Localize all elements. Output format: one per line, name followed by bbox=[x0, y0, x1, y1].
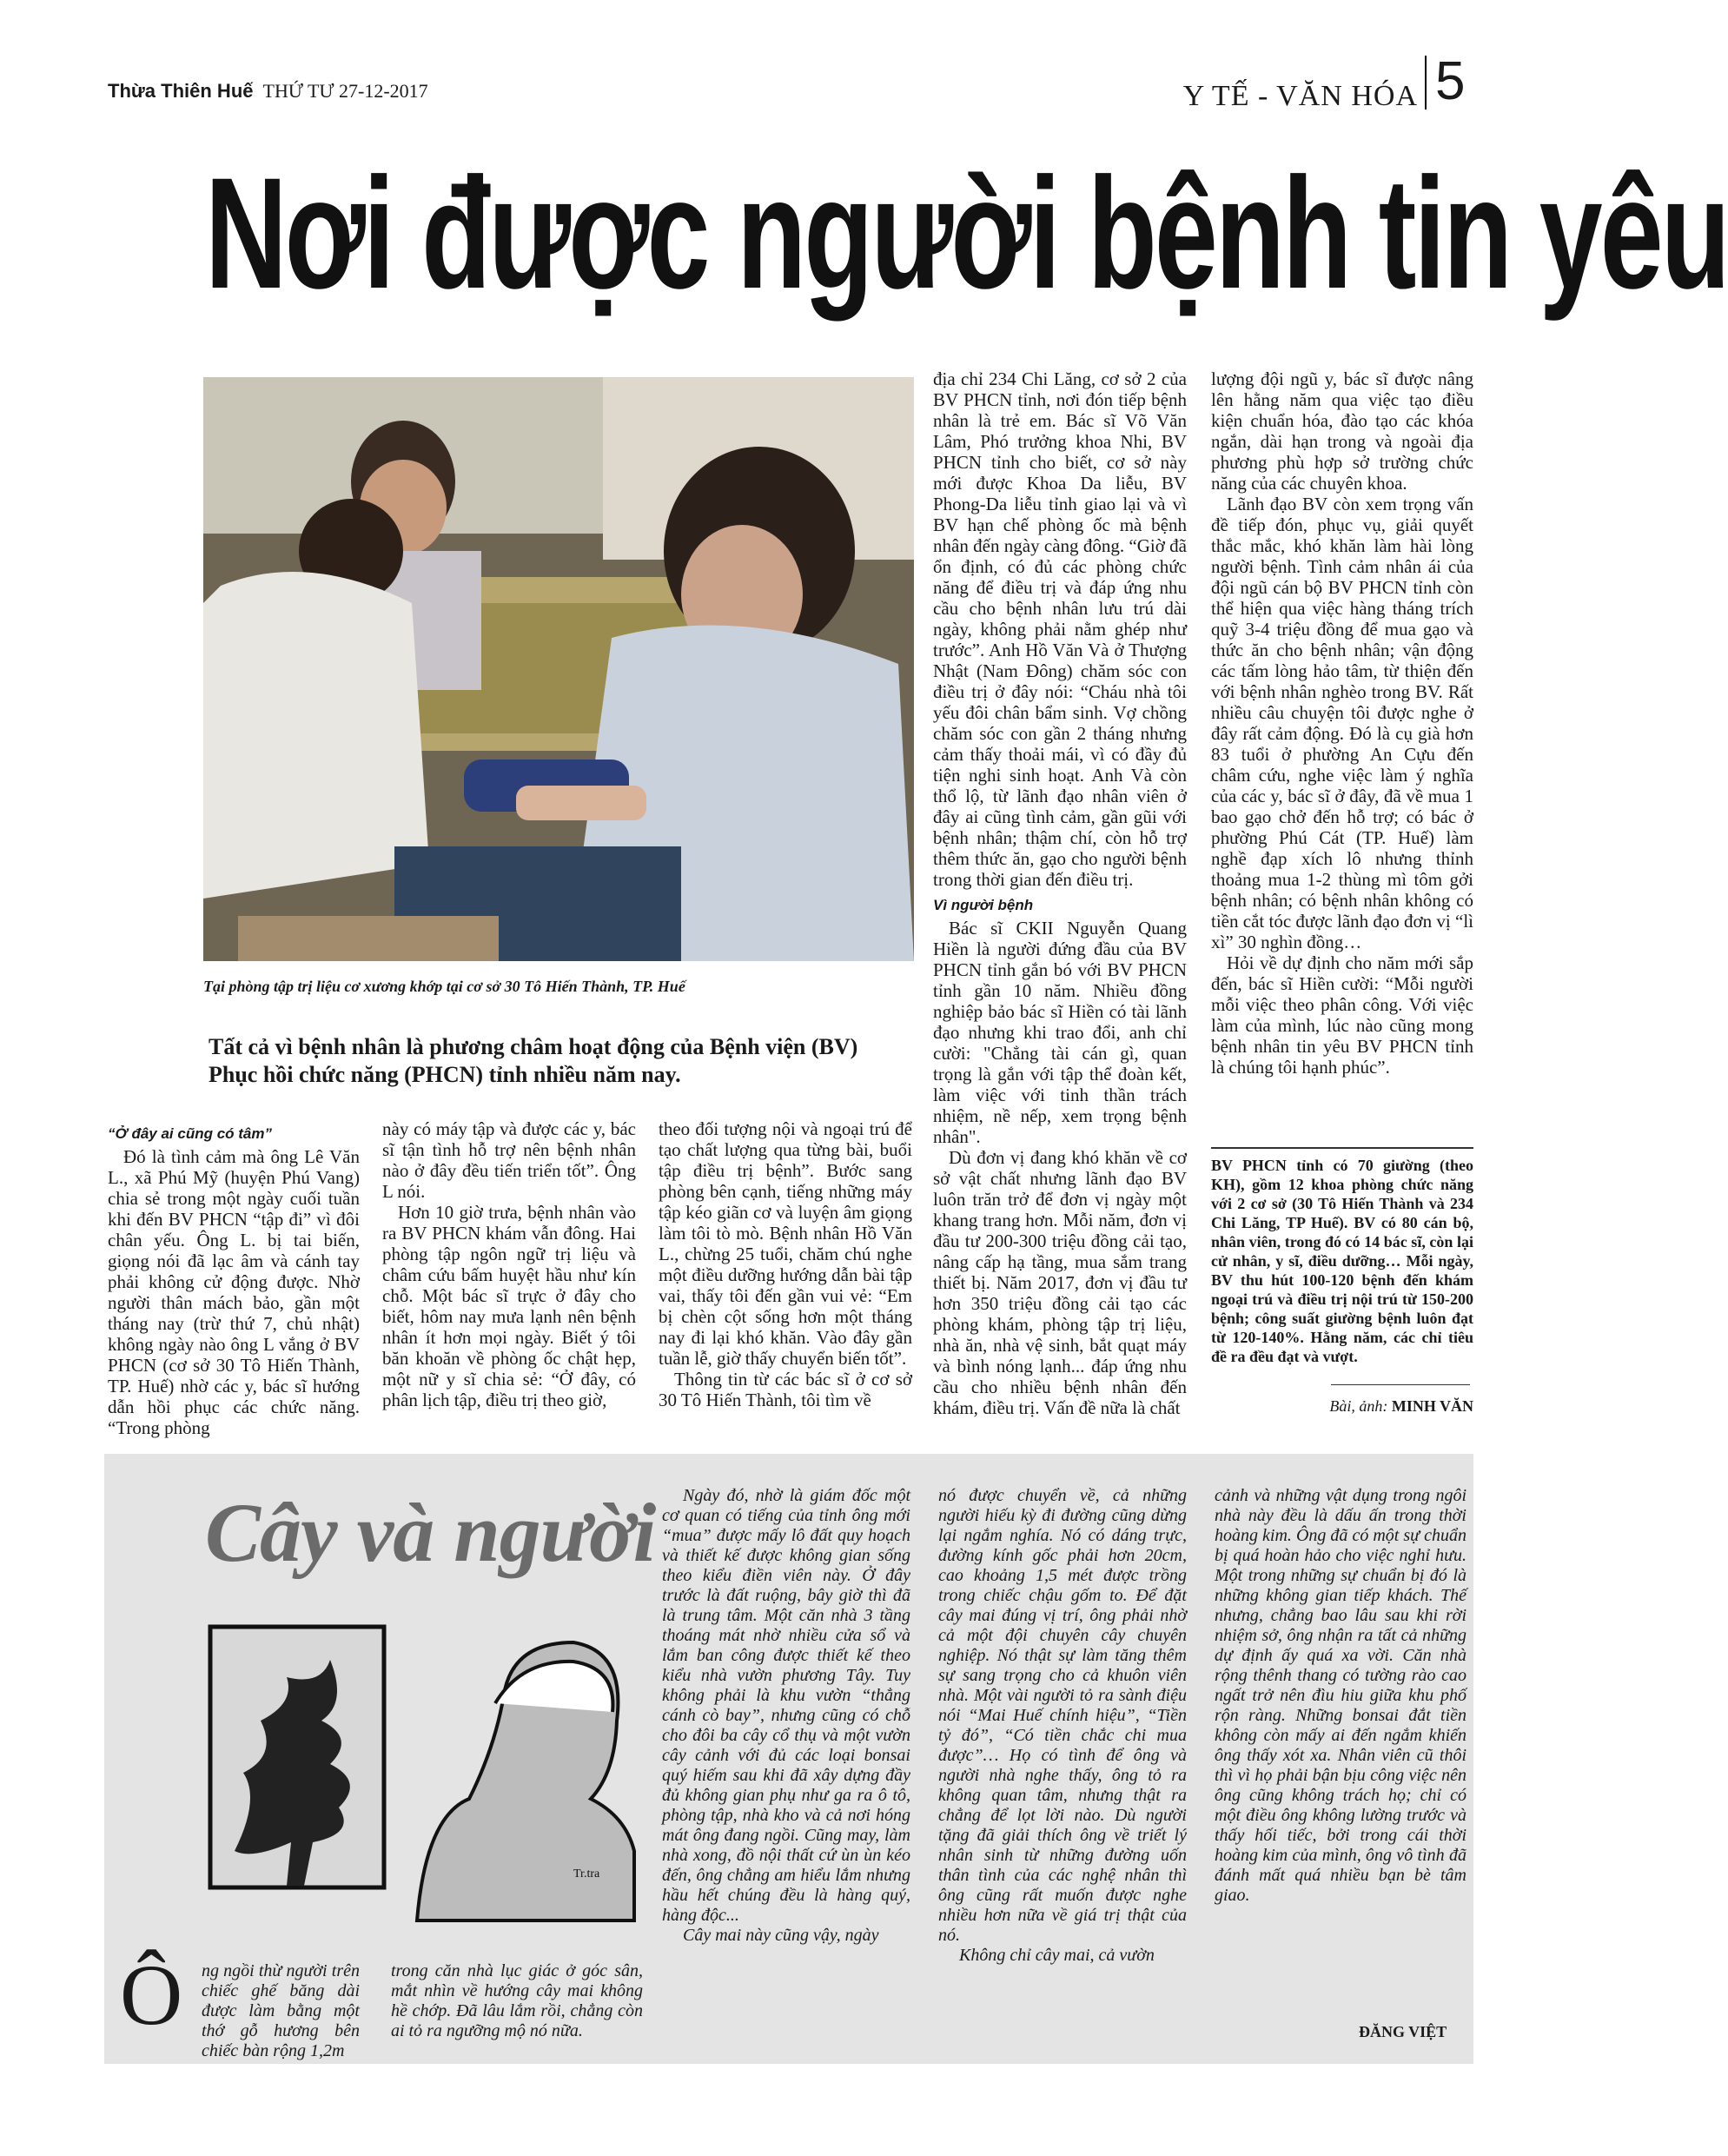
paragraph: theo đối tượng nội và ngoại trú để tạo chất lượng qua từng bài, buổi tập điều trị bệnh”. Bước sang phòng bên cạnh, tiếng những máy tập kéo giãn cơ và luyện âm giọng làm tôi tò mò. Bệnh nhân Hồ Văn L., chừng 25 tuổi, chăm chú nghe một điều dưỡng hướng dẫn bài tập vai, thấy tôi đến gần vui vẻ: “Em bị chèn cột sống hơn một tháng nay đi lại khó khăn. Vào đây gần tuần lễ, giờ thấy chuyển biến tốt”. bbox=[659, 1118, 912, 1369]
article-column-4 bbox=[933, 368, 1187, 1418]
paragraph: Lãnh đạo BV còn xem trọng vấn đề tiếp đón, phục vụ, giải quyết thắc mắc, khó khăn làm hài lòng người bệnh. Tình cảm nhân ái của đội ngũ cán bộ BV PHCN tỉnh còn thể hiện qua việc hàng tháng trích quỹ 3-4 triệu đồng để mua gạo và thức ăn cho bệnh nhân; vận động các tấm lòng hảo tâm, từ thiện đến với bệnh nhân nghèo trong BV. Rất nhiều câu chuyện tôi được nghe ở đây rất cảm động. Đó là cụ già hơn 83 tuổi ở phường An Cựu đến châm cứu, nghe việc làm ý nghĩa của các y, bác sĩ ở đây, đã về mua 1 bao gạo chở đến hỗ trợ; có bác ở phường Phú Cát (TP. Huế) làm nghề đạp xích lô nhưng thỉnh thoảng mua 1-2 thùng mì tôm gởi bệnh nhân; có bệnh nhân không có tiền cắt tóc được lãnh đạo đơn vị “lì xì” 30 nghìn đồng… bbox=[1211, 494, 1473, 952]
paper-name: Thừa Thiên Huế bbox=[108, 80, 254, 102]
page-number: 5 bbox=[1435, 51, 1466, 111]
photo-caption: Tại phòng tập trị liệu cơ xương khớp tại cơ sở 30 Tô Hiến Thành, TP. Huế bbox=[203, 978, 685, 995]
issue-date: THỨ TƯ 27-12-2017 bbox=[262, 80, 428, 102]
essay-author: ĐĂNG VIỆT bbox=[1359, 2023, 1447, 2040]
subhead: Vì người bệnh bbox=[933, 897, 1034, 913]
essay-column-1 bbox=[202, 1961, 360, 2061]
essay-illustration bbox=[209, 1625, 634, 1920]
essay-column-5 bbox=[1215, 1486, 1466, 1906]
paragraph: Hơn 10 giờ trưa, bệnh nhân vào ra BV PHCN khám vẫn đông. Hai phòng tập ngôn ngữ trị liệu và châm cứu bấm huyệt hầu như kín chỗ. Một bác sĩ trực ở đây cho biết, hôm nay mưa lạnh nên bệnh nhân ít hơn mọi ngày. Biết ý tôi băn khoăn về phòng ốc chật hẹp, một nữ y sĩ chia sẻ: “Ở đây, có phân lịch tập, điều trị theo giờ, bbox=[382, 1202, 636, 1410]
essay-dropcap: Ô bbox=[120, 1947, 183, 2043]
paragraph: cảnh và những vật dụng trong ngôi nhà này đều là dấu ấn trong thời hoàng kim. Ông đã có một sự chuẩn bị quá hoàn hảo cho việc nghỉ hưu. Một trong những sự chuẩn bị đó là những không gian tiếp khách. Thế nhưng, chẳng bao lâu sau khi rời nhiệm sở, ông nhận ra tất cả những dự định ấy quá xa vời. Căn nhà rộng thênh thang có tường rào cao ngất trở nên đìu hiu giữa khu phố rộn ràng. Những bonsai đắt tiền không còn mấy ai đến ngắm khiến ông thấy xót xa. Nhân viên cũ thôi thì vì họ phải bận bịu công việc nên ông cũng không trách họ; chỉ có một điều ông không lường trước và thấy hối tiếc, bởi trong cái thời hoàng kim của mình, ông vô tình đã đánh mất quá nhiều bạn bè tâm giao. bbox=[1215, 1486, 1466, 1905]
illustration-signature: Tr.tra bbox=[573, 1867, 600, 1881]
paragraph: Bác sĩ CKII Nguyễn Quang Hiền là người đứng đầu của BV PHCN tỉnh gắn bó với BV PHCN tỉnh gần 10 năm. Nhiều đồng nghiệp bảo bác sĩ Hiền có tài lãnh đạo nhưng khi trao đổi, anh chỉ cười: "Chẳng tài cán gì, quan trọng là gắn với tập thể đoàn kết, làm việc với tinh thần trách nhiệm, nề nếp, xem trọng bệnh nhân". bbox=[933, 918, 1187, 1147]
article-column-3 bbox=[659, 1118, 912, 1410]
article-column-2 bbox=[382, 1118, 636, 1410]
paragraph: Không chỉ cây mai, cả vườn bbox=[959, 1946, 1155, 1965]
article-lead: Tất cả vì bệnh nhân là phương châm hoạt động của Bệnh viện (BV) Phục hồi chức năng (PHCN) tỉnh nhiều năm nay. bbox=[209, 1034, 858, 1087]
paragraph: Hỏi về dự định cho năm mới sắp đến, bác sĩ Hiền cười: “Mỗi người mỗi việc theo phân công. Với việc làm của mình, lúc nào cũng mong bệnh nhân tin yêu BV PHCN tỉnh là chúng tôi hạnh phúc”. bbox=[1211, 952, 1473, 1078]
byline-rule bbox=[1331, 1384, 1470, 1385]
article-column-5 bbox=[1211, 368, 1473, 1078]
masthead bbox=[108, 80, 428, 103]
byline-label: Bài, ảnh: bbox=[1329, 1397, 1388, 1415]
article-photo bbox=[203, 377, 914, 961]
essay-column-4 bbox=[938, 1486, 1187, 1966]
article-headline: Nơi được người bệnh tin yêu bbox=[205, 144, 1728, 322]
essay-column-2 bbox=[391, 1961, 643, 2041]
subhead: “Ở đây ai cũng có tâm” bbox=[108, 1125, 273, 1142]
essay-title: Cây và người bbox=[205, 1486, 656, 1579]
byline bbox=[1268, 1397, 1473, 1416]
paragraph: này có máy tập và được các y, bác sĩ tận tình hỗ trợ nên bệnh nhân nào ở đây đều tiến triển tốt”. Ông L nói. bbox=[382, 1118, 636, 1202]
paragraph: địa chỉ 234 Chi Lăng, cơ sở 2 của BV PHCN tỉnh, nơi đón tiếp bệnh nhân là trẻ em. Bác sĩ Võ Văn Lâm, Phó trưởng khoa Nhi, BV PHCN tỉnh cho biết, cơ sở này mới được Khoa Da liễu, BV Phong-Da liễu tỉnh giao lại và vì BV hạn chế phòng ốc mà bệnh nhân đến ngày càng đông. “Giờ đã ổn định, có đủ các phòng chức năng để điều trị và đáp ứng nhu cầu cho bệnh nhân lưu trú dài ngày, không phải nằm ghép như trước”. Anh Hồ Văn Và ở Thượng Nhật (Nam Đông) chăm sóc con điều trị ở đây nói: “Cháu nhà tôi yếu đôi chân bẩm sinh. Vợ chồng chăm sóc con gần 2 tháng nhưng cảm thấy thoải mái, vì có đầy đủ tiện nghi sinh hoạt. Anh Và còn thổ lộ, từ lãnh đạo nhân viên ở đây ai cũng tình cảm, gần gũi với bệnh nhân; thậm chí, còn hỗ trợ thêm thức ăn, gạo cho người bệnh trong thời gian đến điều trị. bbox=[933, 368, 1187, 890]
header-divider bbox=[1425, 56, 1427, 109]
photo-illustration bbox=[203, 377, 914, 961]
paragraph: ng ngồi thừ người trên chiếc ghế băng dài được làm bằng một thớ gỗ hương bên chiếc bàn rộng 1,2m bbox=[202, 1961, 360, 2060]
paragraph: Dù đơn vị đang khó khăn về cơ sở vật chất nhưng lãnh đạo BV luôn trăn trở để đơn vị ngày một khang trang hơn. Mỗi năm, đơn vị đầu tư 200-300 triệu đồng cải tạo, nâng cấp hạ tầng, mua sắm trang thiết bị. Năm 2017, đơn vị đầu tư hơn 350 triệu đồng cải tạo các phòng khám, phòng tập trị liệu, nhà ăn, nhà vệ sinh, bắt quạt máy và bình nóng lạnh... đáp ứng nhu cầu cho nhiều bệnh nhân đến khám, điều trị. Vấn đề nữa là chất bbox=[933, 1147, 1187, 1418]
article-column-1 bbox=[108, 1118, 360, 1438]
paragraph: Thông tin từ các bác sĩ ở cơ sở 30 Tô Hiến Thành, tôi tìm về bbox=[659, 1369, 912, 1410]
section-name: Y TẾ - VĂN HÓA bbox=[1182, 80, 1418, 112]
paragraph: nó được chuyển về, cả những người hiếu kỳ đi đường cũng dừng lại ngắm nghía. Nó có dáng trực, đường kính gốc phải hơn 20cm, cao khoảng 1,5 mét được trồng trong chiếc chậu gốm to. Để đặt cây mai đúng vị trí, ông phải nhờ cả một đội chuyên cây chuyên nghiệp. Nó thật sự làm tăng thêm sự sang trọng cho cả khuôn viên nhà. Một vài người tỏ ra sành điệu nói “Mai Huế chính hiệu”, “Tiền tỷ đó”, “Có tiền chắc chi mua được”… Họ có tình để ông và người nhà nghe thấy, ông tỏ ra không quan tâm, nhưng thật ra chẳng để lọt lời nào. Dù người tặng đã giải thích ông về triết lý nhân sinh từ những đường uốn thân tình của các nghệ nhân thì ông cũng rất muốn được nghe nhiều hơn nữa về giá trị thật của nó. bbox=[938, 1486, 1187, 1945]
byline-author: MINH VĂN bbox=[1391, 1397, 1473, 1415]
paragraph: Cây mai này cũng vậy, ngày bbox=[683, 1926, 879, 1945]
factbox-rule bbox=[1211, 1147, 1473, 1149]
paragraph: Đó là tình cảm mà ông Lê Văn L., xã Phú Mỹ (huyện Phú Vang) chia sẻ trong một ngày cuối tuần khi đến BV PHCN “tập đi” vì đôi chân yếu. Ông L. bị tai biến, giọng nói đã lạc âm và cánh tay phải không cử động được. Nhờ người thân mách bảo, gần một tháng nay (trừ thứ 7, chủ nhật) không ngày nào ông L vắng ở BV PHCN (cơ sở 30 Tô Hiến Thành, TP. Huế) nhờ các y, bác sĩ hướng dẫn hồi phục các chức năng. “Trong phòng bbox=[108, 1146, 360, 1438]
paragraph: trong căn nhà lục giác ở góc sân, mắt nhìn về hướng cây mai không hề chớp. Đã lâu lắm rồi, chẳng còn ai tỏ ra ngưỡng mộ nó nữa. bbox=[391, 1961, 643, 2040]
factbox: BV PHCN tỉnh có 70 giường (theo KH), gồm 12 khoa phòng chức năng với 2 cơ sở (30 Tô Hiến Thành và 234 Chi Lăng, TP Huế). BV có 80 cán bộ, nhân viên, trong đó có 14 bác sĩ, còn lại cử nhân, y sĩ, điều dưỡng… Mỗi ngày, BV thu hút 100-120 bệnh đến khám ngoại trú và điều trị nội trú từ 150-200 bệnh; công suất giường bệnh luôn đạt từ 120-140%. Hằng năm, các chỉ tiêu đề ra đều đạt và vượt. bbox=[1211, 1157, 1473, 1365]
paragraph: Ngày đó, nhờ là giám đốc một cơ quan có tiếng của tỉnh ông mới “mua” được mấy lô đất quy hoạch và thiết kế được không gian sống theo kiểu điền viên này. Ở đây trước là đất ruộng, bây giờ thì đã là trung tâm. Một căn nhà 3 tầng thoáng mát nhờ nhiều cửa sổ và lắm ban công được thiết kế theo kiểu nhà vườn phương Tây. Tuy không phải là khu vườn “thẳng cánh cò bay”, nhưng cũng có chỗ cho đôi ba cây cổ thụ và một vườn cây cảnh với đủ các loại bonsai quý hiếm sau khi đã xây dựng đầy đủ không gian phụ như ga ra ô tô, phòng tập, nhà kho và cả nơi hóng mát ông đang ngồi. Cũng may, làm nhà xong, đồ nội thất cứ ùn ùn kéo đến, ông chẳng am hiểu lắm nhưng hầu hết chúng đều là hàng quý, hàng độc... bbox=[662, 1486, 910, 1925]
paragraph: lượng đội ngũ y, bác sĩ được nâng lên hằng năm qua việc tạo điều kiện chuẩn hóa, đào tạo các khóa ngắn, dài hạn trong và ngoài địa phương phù hợp sở trường chức năng của các chuyên khoa. bbox=[1211, 368, 1473, 494]
essay-column-3 bbox=[662, 1486, 910, 1946]
